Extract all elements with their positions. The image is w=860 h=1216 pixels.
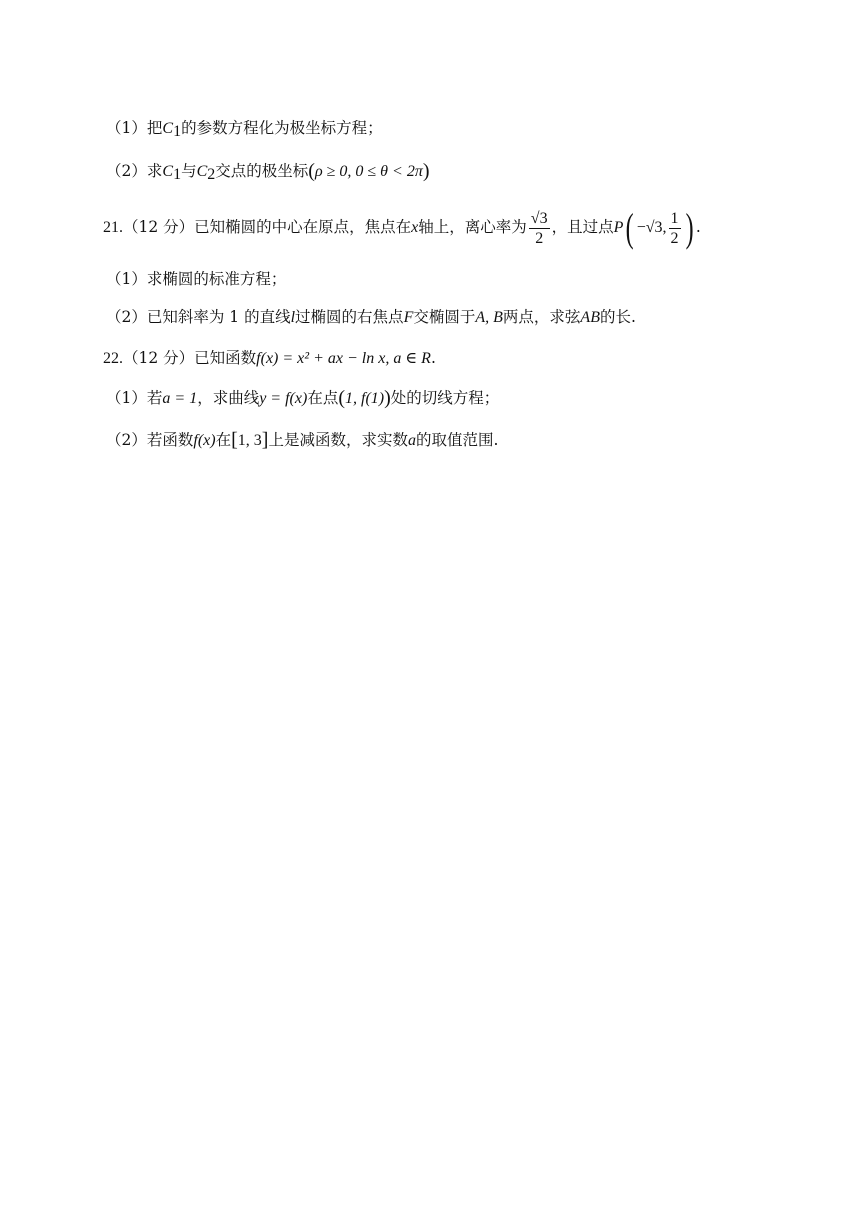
eccentricity-fraction: $\frac{√3}{2}$ — [530, 209, 548, 247]
q20-part1: （1）把$C_1$的参数方程化为极坐标方程； — [106, 119, 383, 140]
left-paren: ( — [308, 160, 315, 182]
right-paren: ) — [384, 387, 391, 409]
q21-part2: （2）已知斜率为 1 的直线l过椭圆的右焦点F交椭圆于A, B两点，求弦AB的长. — [106, 308, 636, 326]
q21-part1: （1）求椭圆的标准方程； — [106, 270, 287, 288]
q22-part1: （1）若a = 1，求曲线y = f(x)在点(1, f(1))处的切线方程； — [106, 387, 500, 409]
q20-part2: （2）求$C_1$与$C_2$交点的极坐标(ρ ≥ 0, 0 ≤ θ < 2π) — [106, 160, 430, 183]
point-y-fraction: $\frac{1}{2}$ — [670, 209, 679, 247]
right-big-paren: ) — [685, 205, 694, 250]
left-big-paren: ( — [626, 205, 635, 250]
right-bracket: ] — [261, 429, 269, 451]
q22-part2: （2）若函数f(x)在[1, 3]上是减函数，求实数a的取值范围. — [106, 429, 499, 451]
q21-stem: 21.（12 分）已知椭圆的中心在原点，焦点在x轴上，离心率为 $\frac{√3}{2}$ ，且过点P( −√3, $\frac{1}{2}$ ) . — [103, 205, 701, 250]
right-paren: ) — [422, 160, 430, 182]
left-paren: ( — [338, 387, 345, 409]
left-bracket: [ — [231, 429, 238, 451]
q22-stem: 22.（12 分）已知函数f(x) = x² + ax − ln x, a ∈ R. — [103, 349, 436, 367]
